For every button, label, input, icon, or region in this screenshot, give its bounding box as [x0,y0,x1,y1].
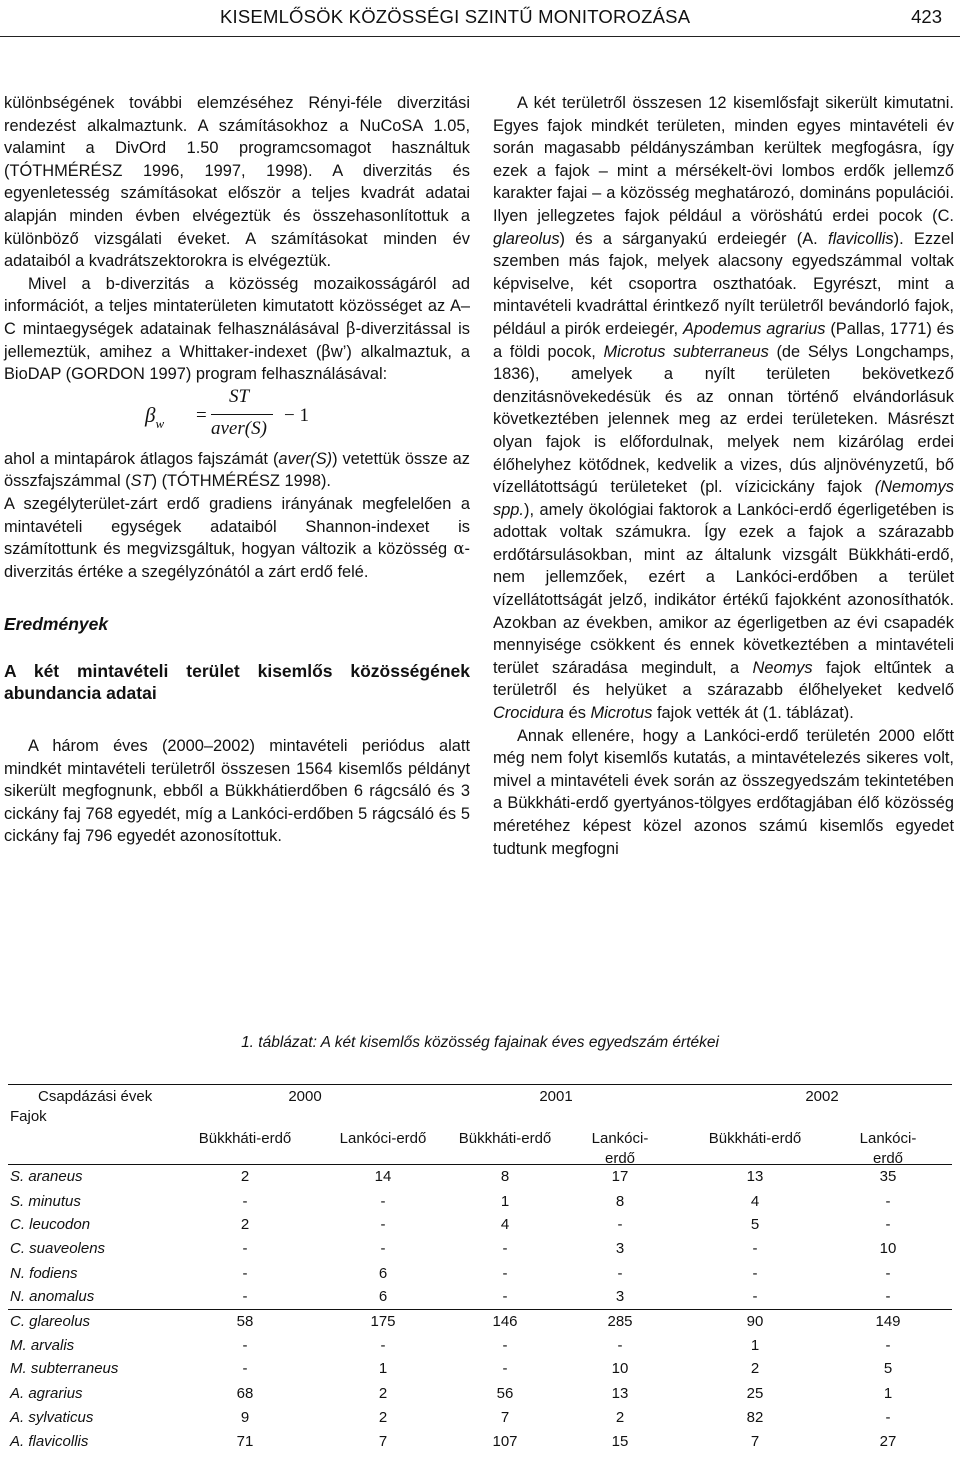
table-cell-value: - [617,1265,623,1282]
table-cell-value: 56 [496,1385,514,1402]
table-cell-value: 1 [500,1193,510,1210]
table-cell-value: 8 [500,1168,510,1185]
page-number: 423 [911,6,942,27]
table-cell-value: - [617,1216,623,1233]
paragraph-aver: ahol a mintapárok átlagos fajszámát (aver(S)) vetettük össze az összfajszámmal (ST) (TÓTHMÉRÉSZ 1998). [4,449,470,491]
table-cell-value: 285 [607,1313,633,1330]
table-cell-value: 10 [879,1240,897,1257]
fraction-line [211,414,273,415]
table-cell-value: 4 [500,1216,510,1233]
header-title: KISEMLŐSÖK KÖZÖSSÉGI SZINTŰ MONITOROZÁSA [220,6,691,27]
table-cell-value: 1 [883,1385,893,1402]
table-cell-value: 13 [746,1168,764,1185]
paragraph-renyi: különbségének további elemzéséhez Rényi-féle diverzitási rendezést alkalmaztunk. A számításokhoz a NuCoSA 1.05, valamint a DivOrd 1.50 programcsomagot használtuk (TÓTHMÉRÉSZ 1996, 1997, 1998). A diverzitás és egyenletesség számításokat először a teljes kvadrát adatai alapján minden évben elvégeztük és összehasonlítottuk a különböző vizsgálati éveket. A számításokat minden év adataiból a kvadrátszektorokra is elvégeztük. [4,94,470,271]
table-cell-value: - [885,1193,891,1210]
table-site-header: Lankóci-erdő [339,1130,427,1147]
table-cell-value: 3 [615,1288,625,1305]
paragraph-shannon: A szegélyterület-zárt erdő gradiens irányának megfelelően a mintavételi egységek adataiból Shannon-indexet is számítottunk és megvizsgáltuk, hogyan változik a közösség α-diverzitás értéke a szegélyzónától a zárt erdő felé. [4,494,470,581]
table-row-species: C. glareolus [10,1313,91,1330]
table-cell-value: 7 [750,1433,760,1450]
table-corner-years: Csapdázási évek [38,1088,153,1105]
table-cell-value: 1 [378,1360,388,1377]
table-cell-value: - [380,1240,386,1257]
table-cell-value: - [242,1360,248,1377]
table-year-header: 2001 [539,1088,573,1105]
table-row-species: A. agrarius [10,1385,83,1402]
table-row-species: S. araneus [10,1168,83,1185]
table-cell-value: 2 [378,1385,388,1402]
table-row-species: M. subterraneus [10,1360,119,1377]
table-cell-value: 90 [746,1313,764,1330]
table-cell-value: - [242,1288,248,1305]
table-cell-value: 68 [236,1385,254,1402]
table-cell-value: - [242,1240,248,1257]
paragraph-beta-diversity: Mivel a b-diverzitás a közösség mozaikosságáról ad információt, a teljes mintaterületen kimutatott közösséget az A–C mintaegységek adatainak felhasználásával β-diverzitással is jellemeztük, amihez a Whittaker-indexet (βw’) alkalmaztuk, a BioDAP (GORDON 1997) program felhasználásával: [4,274,470,384]
table-cell-value: - [885,1337,891,1354]
table-cell-value: 2 [240,1168,250,1185]
table-cell-value: 146 [492,1313,518,1330]
table-site-header-cont: erdő [872,1150,904,1167]
table-cell-value: 6 [378,1288,388,1305]
table-cell-value: - [502,1337,508,1354]
header-divider [0,36,960,37]
table-row-species: M. arvalis [10,1337,75,1354]
table-cell-value: - [502,1360,508,1377]
table-cell-value: - [885,1409,891,1426]
table-cell-value: - [380,1216,386,1233]
table-cell-value: - [380,1193,386,1210]
table-cell-value: 5 [883,1360,893,1377]
formula-denominator: aver(S) [211,417,267,439]
table-cell-value: 82 [746,1409,764,1426]
table-cell-value: - [752,1265,758,1282]
table-cell-value: 2 [615,1409,625,1426]
table-cell-value: 58 [236,1313,254,1330]
table-cell-value: 15 [611,1433,629,1450]
table-cell-value: 175 [370,1313,396,1330]
whittaker-formula [4,386,470,448]
table-cell-value: 25 [746,1385,764,1402]
table-cell-value: - [502,1288,508,1305]
table-cell-value: 8 [615,1193,625,1210]
table-cell-value: 10 [611,1360,629,1377]
table-cell-value: 2 [378,1409,388,1426]
table-cell-value: 9 [240,1409,250,1426]
paragraph-lankoci: Annak ellenére, hogy a Lankóci-erdő területén 2000 előtt még nem folyt kisemlős kutatás, a mintavételezés sikeres volt, mivel a mintavételi évek során az összegyedszám tekintetében a Bükkháti-erdő gyertyános-tölgyes erdőtagjában élő közösség méretéhez képest közel azonos számú kisemlős egyedet tudtunk megfogni [493,726,954,858]
table-site-header: Lankóci- [591,1130,649,1147]
table-cell-value: - [752,1288,758,1305]
table-corner-species: Fajok [10,1108,47,1125]
table-cell-value: - [617,1337,623,1354]
table-site-header: Bükkháti-erdő [458,1130,552,1147]
table-cell-value: 27 [879,1433,897,1450]
table-cell-value: - [242,1193,248,1210]
section-title-results: Eredmények [4,614,109,635]
table-site-header: Bükkháti-erdő [198,1130,292,1147]
table-cell-value: 17 [611,1168,629,1185]
table-cell-value: - [242,1337,248,1354]
paragraph-species-groups: A két területről összesen 12 kisemlősfajt sikerült kimutatni. Egyes fajok mindkét területen, minden egyes mintavételi év során magasabb példányszámban kerültek megfogásra, így ezek a fajok – mint a mérsékelt-övi lombos erdők jellemző karakter fajai – a közösség meghatározó, domináns populációi. Ilyen jellegzetes fajok például a vöröshátú erdei pocok (C. glareolus) és a sárganyakú erdeiegér (A. flavicollis). Ezzel szemben más fajok, melyek alacsony egyedszámmal voltak képviselve, két csoportra oszthatóak. Egyrészt, mint a mintavételi kvadráttal érintkező nyílt területről bevándorló fajok, például a pirók erdeiegér, Apodemus agrarius (Pallas, 1771) és a földi pocok, Microtus subterraneus (de Sélys Longchamps, 1836), amelyek a nyílt területen bekövetkező denzitásnövekedésük és az onnan történő elvándorlásuk következtében jelennek meg az erdei területeken. Másrészt olyan fajok is előfordulnak, melyek nem kizárólag erdei élőhelyhez kötődnek, kedvelik a vizes, dús aljnövényzetű, bő vízellátottságú területeket (pl. vízicickány fajok (Nemomys spp.), amely ökológiai faktorok a Lankóci-erdő égerligetében is adottak voltak számukra. Így ezek a fajok a szárazabb erdőtársulásokban, mint az általunk vizsgált Bükkháti-erdő, nem jellemzőek, ezért a Lankóci-erdőben a terület vízellátottságát jelző, indikátor értékű fajokként azonosíthatók. Azokban az években, amikor az égerligetben az évi csapadék mennyisége csökkent és ennek következtében a mintavételi terület száradása megindult, a Neomys fajok eltűntek a területről és helyüket a szárazabb élőhelyeket kedvelő Crocidura és Microtus fajok vették át (1. táblázat). [493,94,955,723]
table-rule [8,1309,952,1310]
table-cell-value: 5 [750,1216,760,1233]
subsection-title-abundance: A két mintavételi terület kisemlős közösségének abundancia adatai [4,660,470,704]
table-cell-value: 1 [750,1337,760,1354]
paragraph-abundance: A három éves (2000–2002) mintavételi periódus alatt mindkét mintavételi területről összesen 1564 kisemlős példányt sikerült megfognunk, ebből a Bükkhátierdőben 6 rágcsáló és 3 cickány faj 768 egyedét, míg a Lankóci-erdőben 5 rágcsáló és 5 cickány faj 796 egyedét azonosítottuk. [4,737,470,846]
table-cell-value: 71 [236,1433,254,1450]
running-header [0,0,960,38]
table-row-species: N. fodiens [10,1265,78,1282]
table-site-header: Bükkháti-erdő [708,1130,802,1147]
formula-equals: = [196,404,207,426]
table-year-header: 2000 [288,1088,322,1105]
formula-numerator: ST [229,385,250,407]
table-cell-value: 14 [374,1168,392,1185]
left-column [4,92,470,848]
table-site-header-cont: erdő [604,1150,636,1167]
table-cell-value: 6 [378,1265,388,1282]
formula-minus-one: − 1 [284,404,309,426]
table-cell-value: - [502,1240,508,1257]
table-caption: 1. táblázat: A két kisemlős közösség fajainak éves egyedszám értékei [241,1034,719,1051]
table-site-header: Lankóci- [859,1130,917,1147]
table-cell-value: - [885,1265,891,1282]
table-row-species: A. sylvaticus [10,1409,94,1426]
table-rule [8,1164,952,1165]
table-cell-value: - [502,1265,508,1282]
table-cell-value: - [885,1216,891,1233]
formula-lhs: $\beta_w$ [145,402,165,431]
table-cell-value: - [885,1288,891,1305]
table-year-header: 2002 [805,1088,839,1105]
table-cell-value: 3 [615,1240,625,1257]
table-cell-value: 7 [378,1433,388,1450]
table-cell-value: 35 [879,1168,897,1185]
table-top-rule [8,1084,952,1085]
table-cell-value: 13 [611,1385,629,1402]
table-cell-value: - [380,1337,386,1354]
table-row-species: C. leucodon [10,1216,91,1233]
table-cell-value: 2 [240,1216,250,1233]
table-row-species: S. minutus [10,1193,81,1210]
table-row-species: N. anomalus [10,1288,95,1305]
table-cell-value: 7 [500,1409,510,1426]
table-cell-value: 4 [750,1193,760,1210]
table-cell-value: 107 [492,1433,518,1450]
table-cell-value: 149 [875,1313,901,1330]
table-cell-value: - [242,1265,248,1282]
table-cell-value: 2 [750,1360,760,1377]
table-cell-value: - [752,1240,758,1257]
table-row-species: A. flavicollis [10,1433,89,1450]
right-column [493,92,954,860]
table-row-species: C. suaveolens [10,1240,106,1257]
